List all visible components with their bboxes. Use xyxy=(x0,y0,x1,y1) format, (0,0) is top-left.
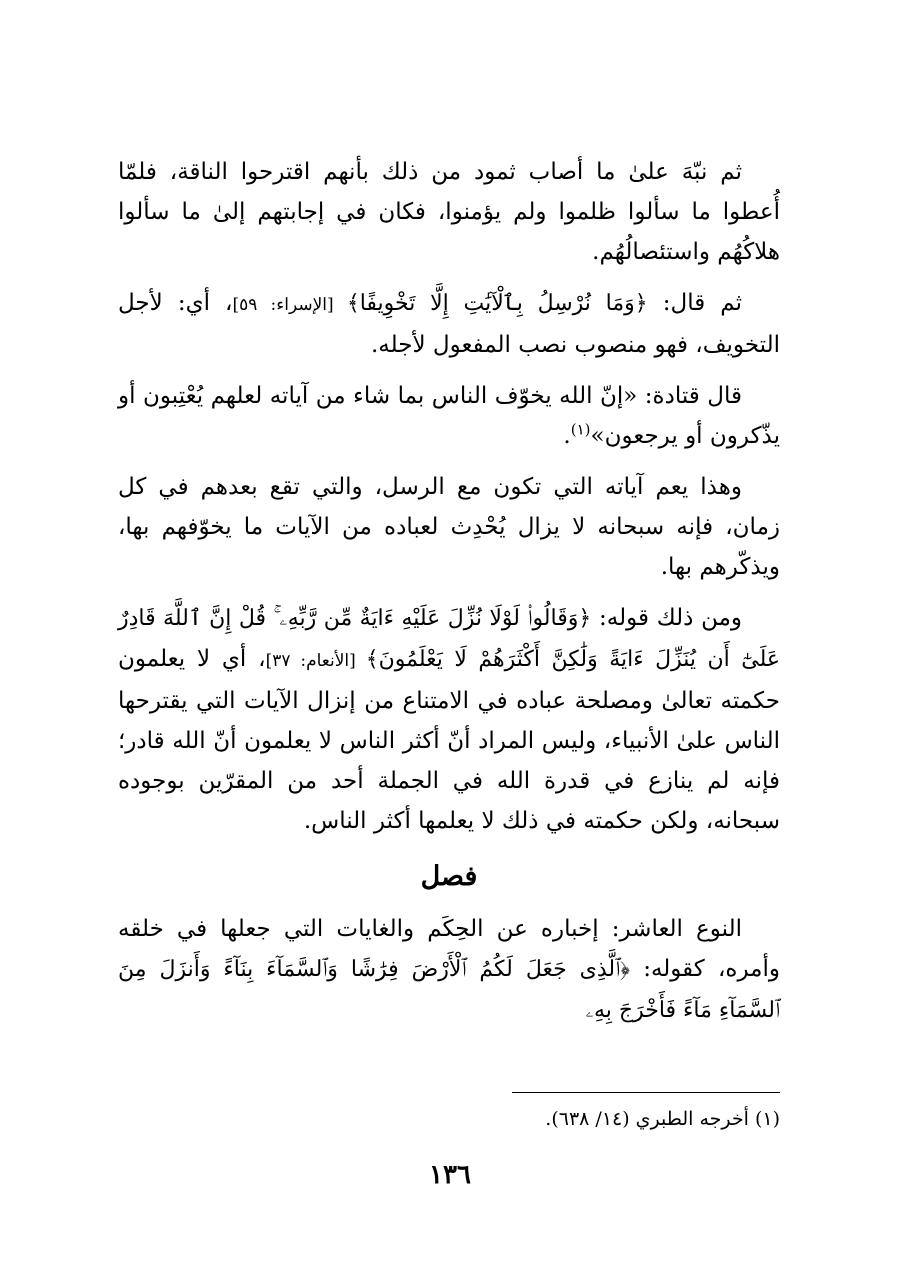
paragraph-thamud xyxy=(118,152,780,272)
main-text xyxy=(118,152,780,1042)
paragraph-text: ومن ذلك قوله: xyxy=(591,605,742,631)
paragraph-text: ، أي: لأجل التخويف، فهو منصوب نصب المفعول لأجله. xyxy=(118,290,780,358)
paragraph-takhwif xyxy=(118,283,780,365)
paragraph-text: ثم نبّهَ علىٰ ما أصاب ثمود من ذلك بأنهم اقترحوا الناقة، فلمّا أُعطوا ما سألوا ظلموا ولم يؤمنوا، فكان في إجابتهم إلىٰ ما سألوا هلاكُهُم واستئصالُهُم. xyxy=(118,159,780,265)
footnote: (١) أخرجه الطبري (١٤/ ٦٣٨). xyxy=(545,1108,780,1130)
paragraph-text: ثم قال: xyxy=(647,290,742,316)
section-heading: فصل xyxy=(420,861,478,892)
page-number: ١٣٦ xyxy=(429,1160,471,1190)
quran-verse: ﴿ٱلَّذِى جَعَلَ لَكُمُ ٱلْأَرْضَ فِرَٰشًا وَٱلسَّمَآءَ بِنَآءً وَأَنزَلَ مِنَ ٱلسَّمَآءِ مَآءً فَأَخْرَجَ بِهِۦ xyxy=(118,957,780,1023)
quran-verse: ﴿وَمَا نُرْسِلُ بِٱلْآيَٰتِ إِلَّا تَخْوِيفًا﴾ xyxy=(346,291,648,316)
paragraph-qatada xyxy=(118,376,780,456)
paragraph-text: . xyxy=(563,423,571,449)
footnote-separator xyxy=(512,1092,780,1093)
verse-reference: [الإسراء: ٥٩] xyxy=(232,295,347,315)
paragraph-signs xyxy=(118,467,780,587)
paragraph-text: قال قتادة: «إنّ الله يخوّف الناس بما شاء من آياته لعلهم يُعْتِبون أو يذّكرون أو يرجعون» xyxy=(118,383,780,449)
paragraph-text: ، أي لا يعلمون حكمته تعالىٰ ومصلحة عباده في الامتناع من إنزال الآيات التي يقترحها الناس علىٰ الأنبياء، وليس المراد أنّ أكثر الناس لا يعلمون أنّ الله قادر؛ فإنه لم ينازع في قدرة الله في الجملة أحد من المقرّين بوجوده سبحانه، ولكن حكمته في ذلك لا يعلمها أكثر الناس. xyxy=(118,646,780,834)
paragraph-anam xyxy=(118,598,780,841)
footnote-marker: (١) xyxy=(570,420,591,439)
quran-verse: ﴿وَقَالُوا۟ لَوْلَا نُزِّلَ عَلَيْهِ ءَايَةٌ مِّن رَّبِّهِۦ ۚ قُلْ إِنَّ ٱللَّهَ قَادِرٌ عَلَىٰٓ أَن يُنَزِّلَ ءَايَةً وَلَٰكِنَّ أَكْثَرَهُمْ لَا يَعْلَمُونَ﴾ xyxy=(118,606,780,672)
paragraph-text: النوع العاشر: إخباره عن الحِكَم والغايات التي جعلها في خلقه وأمره، كقوله: xyxy=(118,916,780,982)
paragraph-text: وهذا يعم آياته التي تكون مع الرسل، والتي تقع بعدهم في كل زمان، فإنه سبحانه لا يزال يُحْدِث لعباده من الآيات ما يخوّفهم بها، ويذكّرهم بها. xyxy=(118,474,780,580)
verse-reference: [الأنعام: ٣٧] xyxy=(265,651,366,671)
paragraph-tenth-type xyxy=(118,909,780,1031)
